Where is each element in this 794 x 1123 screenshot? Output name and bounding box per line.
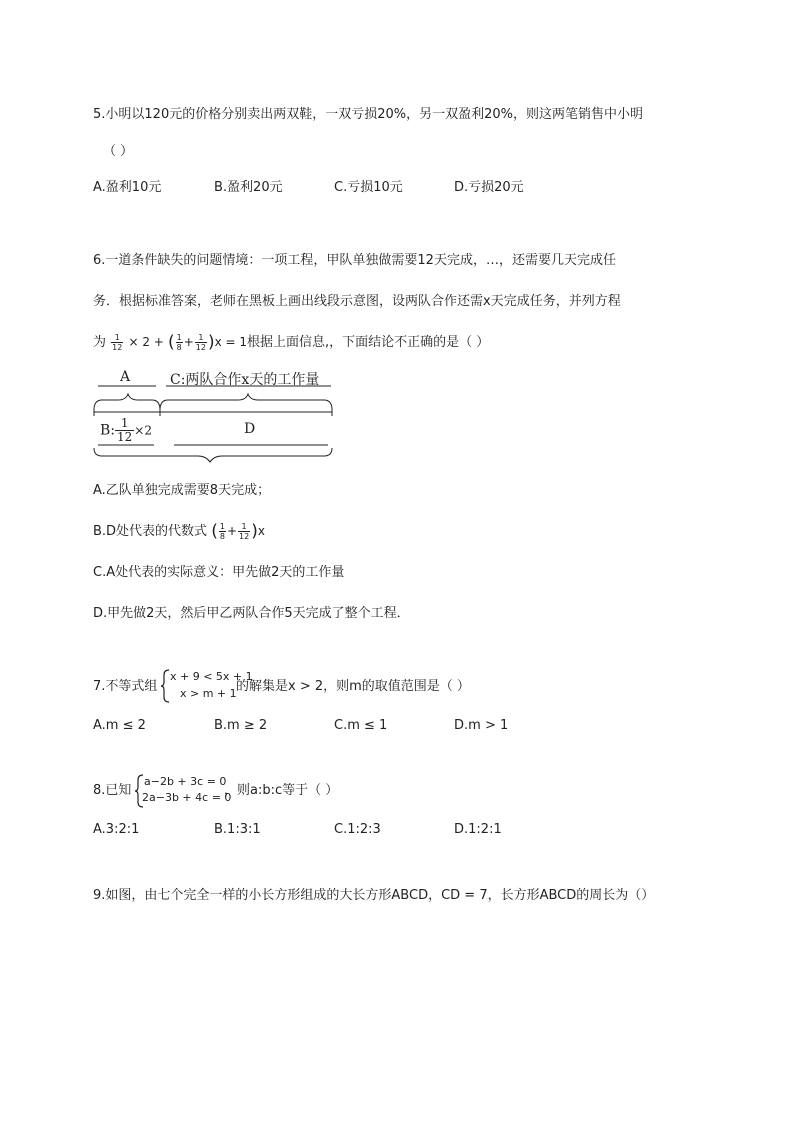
q7-system-brace: [160, 669, 170, 703]
q6-option-c: C.A处代表的实际意义：甲先做2天的工作量: [93, 565, 345, 580]
q7-prefix: 7.不等式组: [93, 679, 158, 694]
q6-eq-paren-close: ): [207, 332, 215, 353]
diagram-label-d: D: [244, 421, 256, 437]
q8-prefix: 8.已知: [93, 783, 132, 798]
q5-option-a: A.盈利10元: [93, 180, 162, 195]
q6-eq-tail: x = 1: [214, 335, 248, 349]
q6-line2: 务．根据标准答案，老师在黑板上画出线段示意图，设两队合作还需x天完成任务，并列方程: [93, 294, 621, 309]
diagram-brace-a: [94, 394, 160, 410]
q6-line1: 6.一道条件缺失的问题情境：一项工程，甲队单独做需要12天完成，…，还需要几天完成任: [93, 253, 616, 268]
q8-option-b: B.1:3:1: [214, 822, 261, 837]
q7-option-c: C.m ≤ 1: [334, 718, 388, 733]
q6-option-a: A.乙队单独完成需要8天完成；: [93, 483, 271, 498]
diagram-label-b: B: $\frac{1}{12}$ ×2: [100, 416, 152, 444]
q5-stem: 5.小明以120元的价格分别卖出两双鞋，一双亏损20%，另一双盈利20%，则这两笔销售中小明: [93, 107, 644, 122]
q6-eq-fraction-3: $\frac{1}{12}$: [195, 333, 206, 352]
q6-eq-fraction-1: $\frac{1}{12}$: [112, 333, 123, 352]
q6-line3-suffix: 根据上面信息,，下面结论不正确的是（ ）: [247, 335, 490, 350]
q6-option-d: D.甲先做2天，然后甲乙两队合作5天完成了整个工程．: [93, 606, 410, 621]
q6-eq-times2: × 2 +: [128, 335, 164, 349]
q6-eq-plus: +: [183, 335, 194, 349]
q9-stem: 9.如图，由七个完全一样的小长方形组成的大长方形ABCD，CD = 7，长方形ABCD的周长为（）: [93, 888, 655, 903]
q5-blank: （ ）: [103, 144, 134, 159]
q7-option-a: A.m ≤ 2: [93, 718, 146, 733]
q8-system-line1: a−2b + 3c = 0: [144, 775, 227, 788]
q5-option-c: C.亏损10元: [334, 180, 403, 195]
diagram-brace-c: [160, 394, 332, 410]
q8-option-a: A.3:2:1: [93, 822, 140, 837]
q6-line3-prefix: 为: [93, 335, 107, 350]
q6-option-b: B.D处代表的代数式 ( $\frac{1}{8}$ + $\frac{1}{12}$ )x: [93, 521, 265, 542]
q7-system-line1: x + 9 < 5x + 1: [170, 670, 253, 683]
q8-suffix: ，则a:b:c等于（ ）: [224, 783, 339, 798]
q8-option-d: D.1:2:1: [454, 822, 502, 837]
diagram-label-c: C:两队合作x天的工作量: [170, 372, 320, 388]
q5-option-d: D.亏损20元: [454, 180, 524, 195]
q7-system-line2: x > m + 1: [180, 687, 237, 700]
q5-option-b: B.盈利20元: [214, 180, 283, 195]
diagram-label-a: A: [120, 369, 131, 385]
q8-system-line2: 2a−3b + 4c = 0: [142, 791, 232, 804]
q7-option-b: B.m ≥ 2: [214, 718, 268, 733]
q6-line3: [93, 333, 489, 352]
q7-option-d: D.m > 1: [454, 718, 509, 733]
q6-eq-fraction-2: $\frac{1}{8}$: [176, 333, 182, 352]
q7-suffix: 的解集是x > 2，则m的取值范围是（ ）: [236, 679, 470, 694]
diagram-brace-total: [94, 448, 332, 462]
q6-eq-paren-open: (: [168, 332, 175, 353]
q8-option-c: C.1:2:3: [334, 822, 381, 837]
